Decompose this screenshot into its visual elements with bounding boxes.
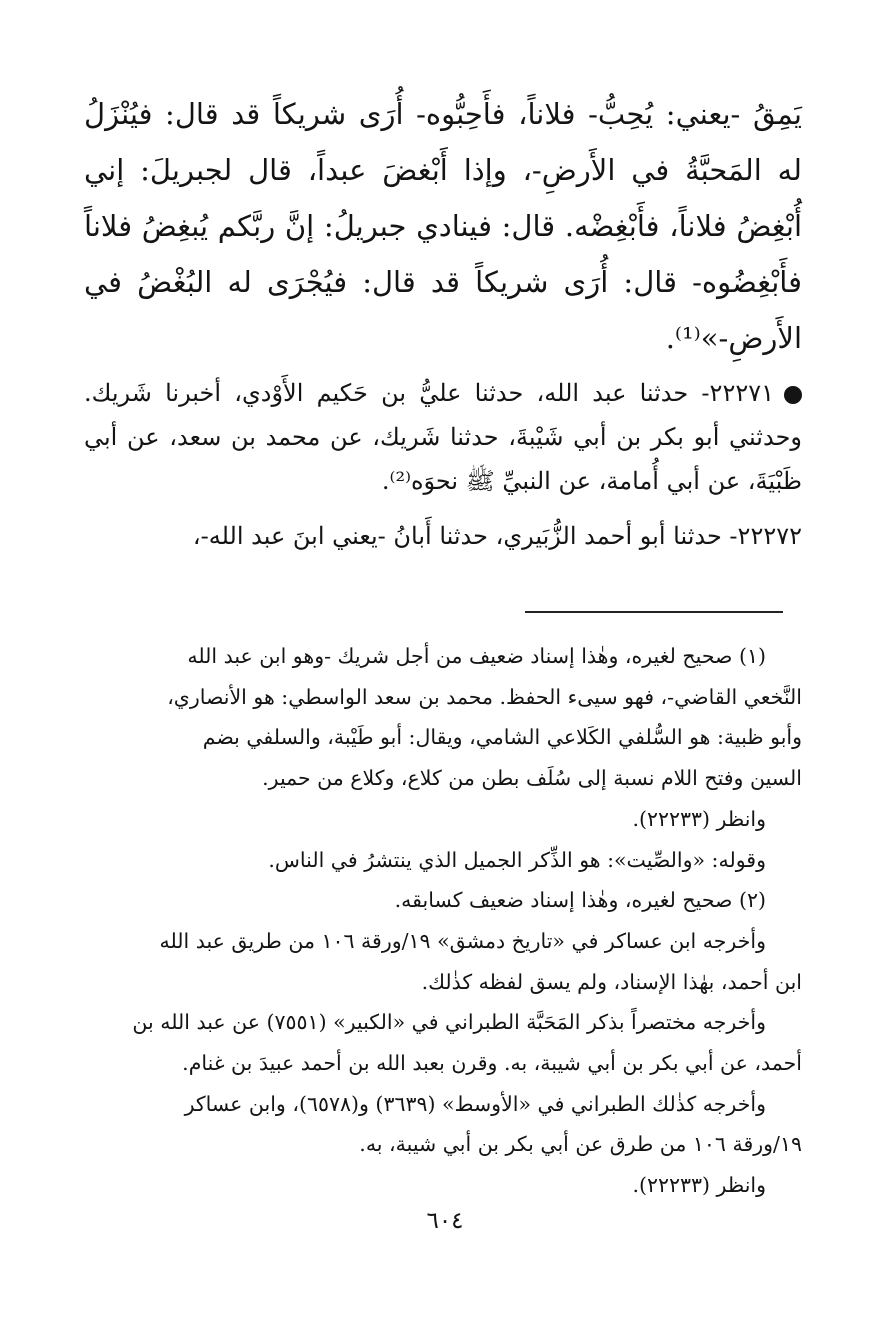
hadith-22271 (84, 371, 802, 503)
footnotes (84, 636, 802, 1206)
footnote-1-line: وقوله: «والصِّيت»: هو الذِّكر الجميل الذي ينتشرُ في الناس. (268, 847, 766, 872)
footnote-1-line: السين وفتح اللام نسبة إلى سُلَف بطن من كلاع، وكلاع من حمير. (262, 766, 802, 791)
hadith-22272: ٢٢٢٧٢- حدثنا أبو أحمد الزُّبَيري، حدثنا أَبانُ -يعني ابنَ عبد الله-، (192, 522, 802, 550)
hadith-22271-text: ٢٢٢٧١- حدثنا عبد الله، حدثنا عليُّ بن حَكيم الأَوْدي، أخبرنا شَريك. وحدثني أبو بكر بن أبي شَيْبةَ، حدثنا شَريك، عن محمد بن سعد، عن أبي ظَبْيَةَ، عن أبي أُمامة، عن النبيِّ ﷺ نحوَه⁽²⁾. (84, 379, 802, 495)
footnote-2-line: وأخرجه مختصراً بذكر المَحَبَّة الطبراني في «الكبير» (٧٥٥١) عن عبد الله بن (132, 1010, 766, 1035)
footnote-separator (525, 611, 783, 613)
bullet-marker-icon (784, 386, 802, 404)
footnote-1-line: (١) صحيح لغيره، وهٰذا إسناد ضعيف من أجل شريك -وهو ابن عبد الله (187, 644, 766, 668)
footnote-1-line: وأبو ظبية: هو السُّلفي الكَلاعي الشامي، ويقال: أبو طَيْبة، والسلفي بضم (202, 725, 802, 750)
footnote-2-line: وأخرجه ابن عساكر في «تاريخ دمشق» ١٩/ورقة ١٠٦ من طريق عبد الله (159, 928, 766, 953)
footnote-2-line: ابن أحمد، بهٰذا الإسناد، ولم يسق لفظه كذٰلك. (421, 969, 802, 994)
page-number: ٦٠٤ (426, 1208, 464, 1234)
footnote-1-line: وانظر (٢٢٢٣٣). (632, 806, 766, 831)
main-text-continuation: يَمِقُ -يعني: يُحِبُّ- فلاناً، فأَحِبُّوه- أُرَى شريكاً قد قال: فيُنْزَلُ له المَحبَّةُ في الأَرضِ-، وإذا أَبْغضَ عبداً، قال لجبريلَ: إني أُبْغِضُ فلاناً، فأَبْغِضْه. قال: فينادي جبريلُ: إنَّ ربَّكم يُبغِضُ فلاناً فأَبْغِضُوه- قال: أُرَى شريكاً قد قال: فيُجْرَى له البُغْضُ في الأَرضِ-»⁽¹⁾. (84, 97, 802, 355)
footnote-1-line: النَّخعي القاضي-، فهو سيىء الحفظ. محمد بن سعد الواسطي: هو الأنصاري، (167, 684, 802, 709)
footnote-2-line: ١٩/ورقة ١٠٦ من طرق عن أبي بكر بن أبي شيبة، به. (359, 1132, 802, 1157)
footnote-2-line: أحمد، عن أبي بكر بن أبي شيبة، به. وقرن بعبد الله بن أحمد عبيدَ بن غنام. (182, 1051, 802, 1076)
footnote-2-line: وانظر (٢٢٢٣٣). (632, 1173, 766, 1198)
footnote-2-line: (٢) صحيح لغيره، وهٰذا إسناد ضعيف كسابقه. (394, 888, 766, 913)
footnote-2-line: وأخرجه كذٰلك الطبراني في «الأوسط» (٣٦٣٩) و(٦٥٧٨)، وابن عساكر (184, 1091, 766, 1116)
